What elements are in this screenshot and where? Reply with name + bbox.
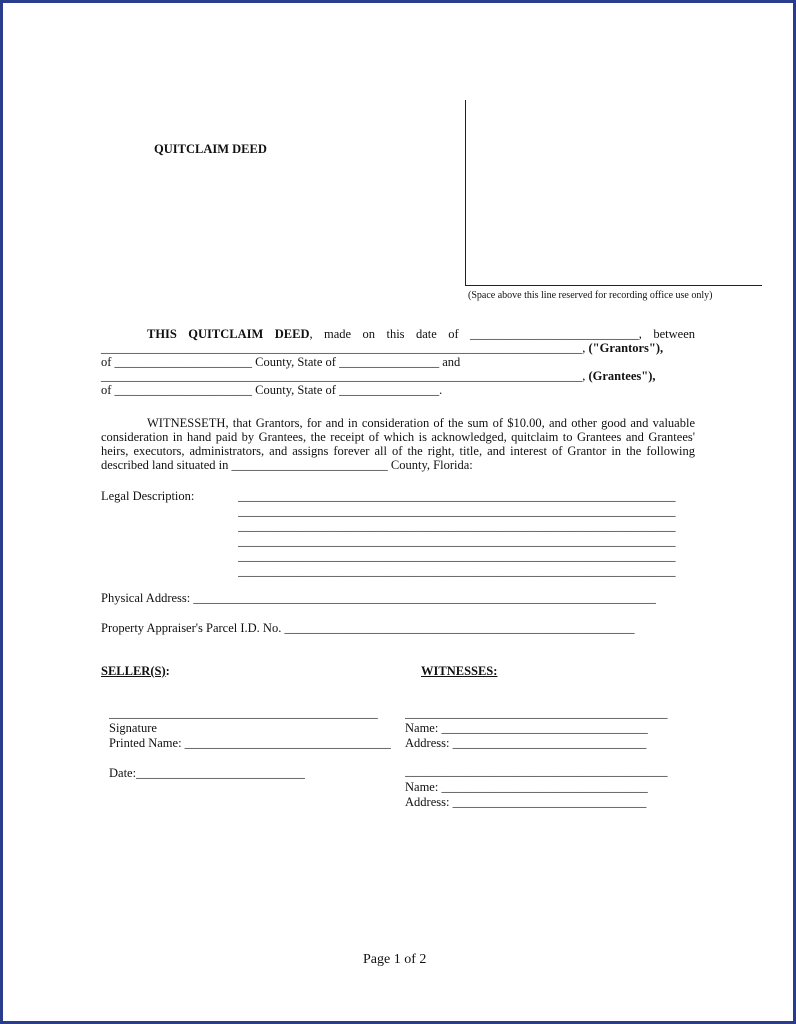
- witness-1-name-field[interactable]: Name: _________________________________: [405, 721, 648, 735]
- opening-line-1: THIS QUITCLAIM DEED, made on this date of ___________________________, between: [147, 327, 695, 341]
- page-number: Page 1 of 2: [363, 952, 427, 967]
- recording-note: (Space above this line reserved for recording office use only): [468, 290, 713, 301]
- physical-address-field[interactable]: Physical Address: __________________________________________________________________________: [101, 591, 656, 605]
- witnesseth-line-1: WITNESSETH, that Grantors, for and in consideration of the sum of $10.00, and other good and valuable: [147, 416, 695, 430]
- parcel-id-field[interactable]: Property Appraiser's Parcel I.D. No. ________________________________________________________: [101, 621, 635, 635]
- legal-description-line[interactable]: ______________________________________________________________________: [238, 549, 676, 563]
- legal-description-label: Legal Description:: [101, 489, 195, 503]
- opening-paragraph: [101, 327, 695, 397]
- witnesseth-paragraph: [101, 416, 695, 472]
- witnesseth-line-3: heirs, executors, administrators, and assigns forever all of the right, title, and interest of Grantor in the following: [101, 444, 695, 458]
- witness-1-signature-line[interactable]: __________________________________________: [405, 706, 668, 720]
- legal-description-line[interactable]: ______________________________________________________________________: [238, 489, 676, 503]
- opening-line-2: _____________________________________________________________________________, ("Grantors"),: [101, 341, 664, 355]
- witness-2-name-field[interactable]: Name: _________________________________: [405, 780, 648, 794]
- witnesseth-line-4: described land situated in _________________________ County, Florida:: [101, 458, 473, 472]
- legal-description-lines: [238, 489, 694, 579]
- recording-box-left-line: [465, 100, 466, 286]
- witness-1-address-field[interactable]: Address: _______________________________: [405, 736, 647, 750]
- opening-line-3: of ______________________ County, State of ________________ and: [101, 355, 461, 369]
- witness-2-signature-line[interactable]: __________________________________________: [405, 764, 668, 778]
- seller-signature-label: Signature: [109, 721, 157, 735]
- legal-description-line[interactable]: ______________________________________________________________________: [238, 504, 676, 518]
- witnesseth-line-2: consideration in hand paid by Grantees, the receipt of which is acknowledged, quitclaim to Grantees and Grantees': [101, 430, 695, 444]
- legal-description-line[interactable]: ______________________________________________________________________: [238, 519, 676, 533]
- seller-date-field[interactable]: Date:___________________________: [109, 766, 305, 780]
- sellers-heading: SELLER(S):: [101, 664, 170, 678]
- legal-description-line[interactable]: ______________________________________________________________________: [238, 534, 676, 548]
- document-title: QUITCLAIM DEED: [154, 142, 267, 156]
- opening-line-4: _____________________________________________________________________________, (Grantees"),: [101, 369, 656, 383]
- seller-printed-name-field[interactable]: Printed Name: _________________________________: [109, 736, 391, 750]
- recording-box-bottom-line: [465, 285, 762, 286]
- witnesses-heading: WITNESSES:: [421, 664, 498, 678]
- witness-2-address-field[interactable]: Address: _______________________________: [405, 795, 647, 809]
- legal-description-line[interactable]: ______________________________________________________________________: [238, 564, 676, 578]
- seller-signature-line[interactable]: ___________________________________________: [109, 706, 378, 720]
- opening-line-5: of ______________________ County, State of ________________.: [101, 383, 443, 397]
